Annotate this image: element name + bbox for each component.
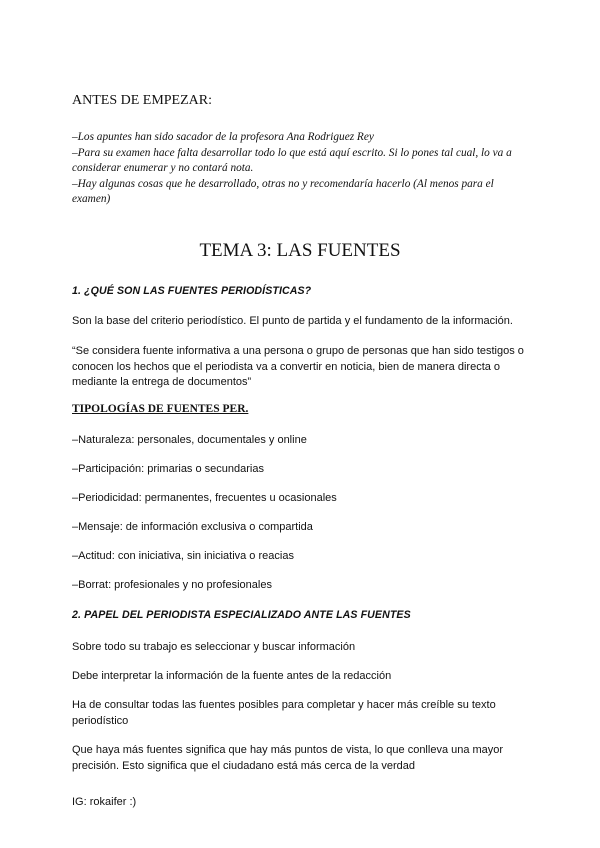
intro-note: –Para su examen hace falta desarrollar todo lo que está aquí escrito. Si lo pones tal cual, lo va a considerar enumerar y no contará nota. xyxy=(72,146,512,175)
section-2-heading: 2. PAPEL DEL PERIODISTA ESPECIALIZADO ANTE LAS FUENTES xyxy=(72,609,411,621)
section-2-paragraph: Sobre todo su trabajo es seleccionar y buscar información xyxy=(72,641,356,653)
typology-item: –Mensaje: de información exclusiva o compartida xyxy=(72,521,313,533)
page-title: TEMA 3: LAS FUENTES xyxy=(199,240,401,261)
section-2-paragraph: Debe interpretar la información de la fuente antes de la redacción xyxy=(72,670,392,682)
definition-paragraph: Son la base del criterio periodístico. El punto de partida y el fundamento de la información. xyxy=(72,315,513,327)
typology-item: –Naturaleza: personales, documentales y online xyxy=(72,434,307,446)
quote-paragraph: “Se considera fuente informativa a una persona o grupo de personas que han sido testigos o conocen los hechos que el periodista va a convertir en noticia, bien de manera directa o mediante la entrega de documentos” xyxy=(72,345,524,388)
section-1-heading: 1. ¿QUÉ SON LAS FUENTES PERIODÍSTICAS? xyxy=(72,285,312,297)
typology-item: –Participación: primarias o secundarias xyxy=(72,463,264,475)
intro-note: –Hay algunas cosas que he desarrollado, otras no y recomendaría hacerlo (Al menos para el examen) xyxy=(72,177,494,206)
typology-item: –Actitud: con iniciativa, sin iniciativa o reacias xyxy=(72,550,294,562)
intro-notes xyxy=(72,130,528,208)
footer-credit: IG: rokaifer :) xyxy=(72,796,137,808)
typology-item: –Periodicidad: permanentes, frecuentes u ocasionales xyxy=(72,492,337,504)
typology-item: –Borrat: profesionales y no profesionales xyxy=(72,579,272,591)
section-2-paragraph: Ha de consultar todas las fuentes posibles para completar y hacer más creíble su texto periodístico xyxy=(72,699,496,727)
section-2-paragraph: Que haya más fuentes significa que hay más puntos de vista, lo que conlleva una mayor precisión. Esto significa que el ciudadano está más cerca de la verdad xyxy=(72,744,504,772)
intro-heading: ANTES DE EMPEZAR: xyxy=(72,93,212,108)
typologies-heading: TIPOLOGÍAS DE FUENTES PER. xyxy=(72,403,249,415)
intro-note: –Los apuntes han sido sacador de la profesora Ana Rodriguez Rey xyxy=(72,131,374,143)
